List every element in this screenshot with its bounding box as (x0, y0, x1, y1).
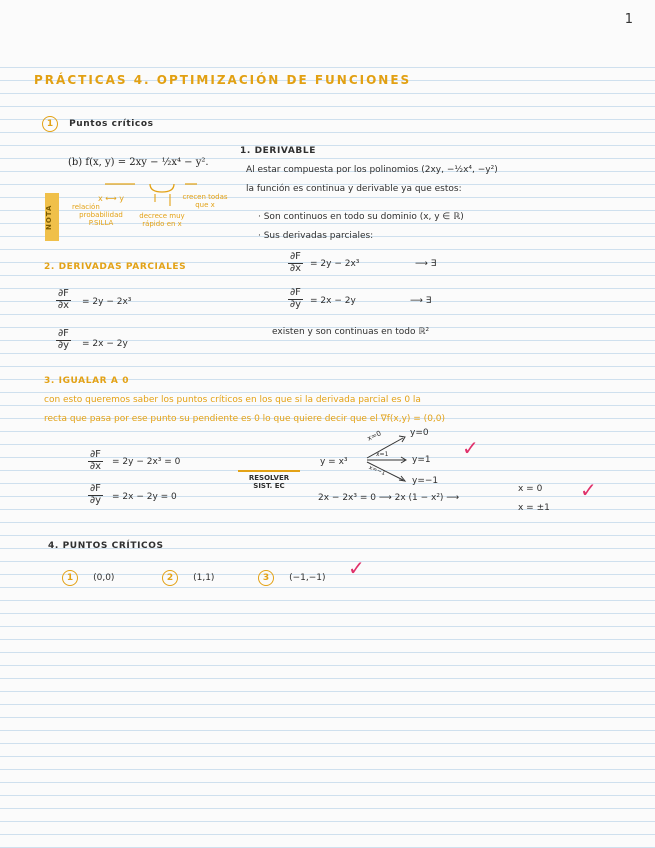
derivable-partial-x-rhs: = 2y − 2x³ (310, 259, 360, 269)
note-relation: relación (72, 203, 100, 211)
branch-label-xm1: x=−1 (367, 464, 387, 478)
branch-label-x0: x=0 (365, 429, 383, 443)
derivable-bullet-1: · Son continuos en todo su dominio (x, y ∈ ℝ) (258, 212, 464, 222)
section-1-header (42, 112, 154, 132)
derivable-partial-y-rhs: = 2x − 2y (310, 296, 356, 306)
section-number-circle: 1 (42, 116, 58, 132)
fraction-denominator: ∂y (57, 339, 70, 351)
critical-point-2 (162, 566, 214, 586)
page-top-margin (0, 0, 655, 55)
y-equals-x-cubed: y = x³ (320, 457, 348, 467)
result-y0: y=0 (410, 428, 429, 438)
point-number-circle: 3 (258, 570, 274, 586)
fraction-denominator: ∂x (89, 460, 102, 472)
check-mark-1: ✓ (462, 436, 479, 460)
fraction-denominator: ∂y (89, 494, 102, 506)
derivable-conclusion: existen y son continuas en todo ℝ² (272, 327, 430, 337)
derivable-partial-x-exists: ⟶ ∃ (415, 259, 437, 269)
equation-2-rhs: = 2x − 2y = 0 (112, 492, 177, 502)
result-ym1: y=−1 (412, 476, 439, 486)
fraction-numerator: ∂F (90, 449, 101, 460)
section-4-heading: 4. PUNTOS CRÍTICOS (48, 541, 164, 551)
partial-x-fraction (56, 289, 71, 311)
derivable-partial-x (288, 252, 303, 274)
critical-point-1 (62, 566, 114, 586)
derivable-partial-y (288, 288, 303, 310)
derivable-bullet-2: · Sus derivadas parciales: (258, 231, 374, 241)
derivable-line-1: Al estar compuesta por los polinomios (2xy, −½x⁴, −y²) (246, 165, 498, 175)
branch-label-x1: x=1 (376, 451, 389, 458)
x-zero: x = 0 (518, 484, 543, 494)
fraction-denominator: ∂y (289, 298, 302, 310)
equation-2-fraction (88, 484, 103, 506)
fraction-denominator: ∂x (57, 299, 70, 311)
resolver-label: RESOLVER SIST. EC (248, 474, 290, 491)
point-coordinates: (1,1) (193, 573, 215, 583)
point-coordinates: (0,0) (93, 573, 115, 583)
note-tag: NOTA (45, 193, 59, 241)
partial-x-rhs: = 2y − 2x³ (82, 297, 132, 307)
derivable-partial-y-exists: ⟶ ∃ (410, 296, 432, 306)
result-y1: y=1 (412, 455, 431, 465)
page-title: PRÁCTICAS 4. OPTIMIZACIÓN DE FUNCIONES (34, 73, 412, 87)
fraction-denominator: ∂x (289, 262, 302, 274)
x-solve-line: 2x − 2x³ = 0 ⟶ 2x (1 − x²) ⟶ (318, 493, 460, 503)
function-definition: (b) f(x, y) = 2xy − ½x⁴ − y². (68, 157, 209, 168)
point-number-circle: 2 (162, 570, 178, 586)
page-number: 1 (624, 12, 633, 27)
partial-y-rhs: = 2x − 2y (82, 339, 128, 349)
section-3-text-2: recta que pasa por ese punto su pendiente es 0 lo que quiere decir que el ∇f(x,y) = (0,0) (44, 414, 446, 424)
equation-1-fraction (88, 450, 103, 472)
derivable-line-2: la función es continua y derivable ya que estos: (246, 184, 462, 194)
x-plus-minus-one: x = ±1 (518, 503, 550, 513)
fraction-numerator: ∂F (290, 287, 301, 298)
derivable-heading: 1. DERIVABLE (240, 146, 316, 156)
point-number-circle: 1 (62, 570, 78, 586)
check-mark-2: ✓ (580, 478, 597, 502)
note-decrease: decrece muy rápido en x (139, 212, 185, 229)
partial-y-fraction (56, 329, 71, 351)
check-mark-3: ✓ (348, 556, 365, 580)
point-coordinates: (−1,−1) (289, 573, 326, 583)
section-3-heading: 3. IGUALAR A 0 (44, 376, 130, 386)
note-saddle: probabilidad P.SILLA (79, 211, 123, 228)
section-1-heading: Puntos críticos (69, 119, 154, 129)
resolver-arrow-line (238, 470, 300, 472)
fraction-numerator: ∂F (58, 288, 69, 299)
fraction-numerator: ∂F (90, 483, 101, 494)
critical-point-3 (258, 566, 326, 586)
section-3-text-1: con esto queremos saber los puntos críticos en los que si la derivada parcial es 0 la (44, 395, 421, 405)
note-grow: crecen todas que x (182, 193, 228, 210)
fraction-numerator: ∂F (58, 328, 69, 339)
section-2-heading: 2. DERIVADAS PARCIALES (44, 262, 187, 272)
note-swap: x ⟷ y (98, 194, 125, 203)
equation-1-rhs: = 2y − 2x³ = 0 (112, 457, 181, 467)
fraction-numerator: ∂F (290, 251, 301, 262)
